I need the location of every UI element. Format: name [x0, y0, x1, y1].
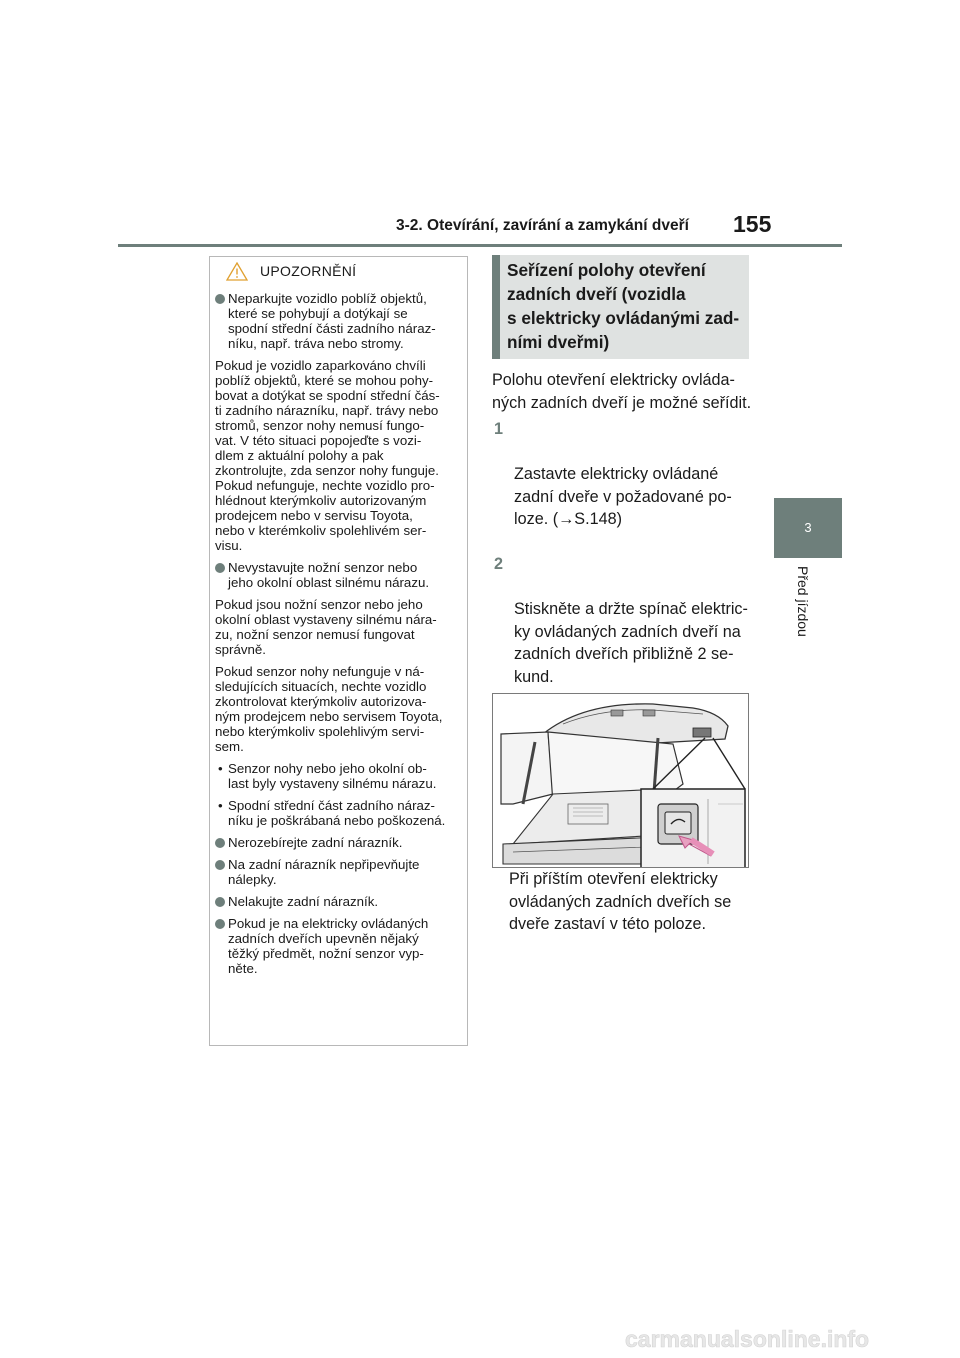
section-title: Seřízení polohy otevření zadních dveří (vozidla s elektricky ovládanými zad- ními dveřmi): [507, 260, 740, 352]
step-item: [492, 553, 754, 711]
warning-subitem-text: Spodní střední část zadního náraz- níku je poškrábaná nebo poškozená.: [228, 798, 446, 828]
warning-item: [215, 857, 460, 887]
svg-text:carmanualsonline.info: carmanualsonline.info: [625, 1326, 870, 1352]
step-number: 2: [494, 555, 504, 573]
header-divider: [118, 244, 842, 247]
note-text: Při příštím otevření elektricky ovládaných zadních dveřích se dveře zastaví v této poloze.: [509, 870, 732, 933]
warning-item-text: Pokud je na elektricky ovládaných zadních dveřích upevněn nějaký těžký předmět, nožní senzor vyp- něte.: [228, 916, 429, 976]
bullet-dot-icon: [215, 919, 225, 929]
bullet-mark: •: [218, 761, 223, 776]
page-number: 155: [733, 211, 772, 237]
intro-paragraph: Polohu otevření elektricky ovláda- ných zadních dveří je možné seřídit.: [492, 371, 752, 412]
warning-paragraph: Pokud je vozidlo zaparkováno chvíli poblíž objektů, které se mohou pohy- bovat a dotýkat se spodní střední čás- ti zadního nárazníku, např. trávy nebo stromů, senzor nohy nemusí fungo- vat. V této situaci popojeďte s vozi- dlem z aktuální polohy a pak zkontrolujte, zda senzor nohy funguje. Pokud nefunguje, nechte vozidlo pro- hlédnout kterýmkoliv autorizovaným prodejcem nebo v servisu Toyota, nebo v kterémkoliv spolehlivém ser- visu.: [215, 358, 440, 553]
warning-item: [215, 291, 460, 351]
warning-title: UPOZORNĚNÍ: [260, 263, 357, 279]
warning-subitem: [215, 761, 460, 791]
bullet-dot-icon: [215, 838, 225, 848]
warning-item-text: Neparkujte vozidlo poblíž objektů, které se pohybují a dotýkají se spodní střední části zadního náraz- níku, např. tráva nebo stromy.: [228, 291, 436, 351]
main-content: [492, 369, 754, 958]
section-accent-bar: [492, 255, 500, 359]
warning-header: [210, 257, 467, 286]
warning-body: [215, 291, 460, 983]
bullet-dot-icon: [215, 563, 225, 573]
warning-item-text: Nerozebírejte zadní nárazník.: [228, 835, 403, 850]
section-header: 3-2. Otevírání, zavírání a zamykání dveří: [396, 217, 689, 234]
step-number: 1: [494, 420, 504, 438]
warning-triangle-icon: [226, 262, 248, 281]
bullet-dot-icon: [215, 860, 225, 870]
warning-subitem: [215, 798, 460, 828]
chapter-label: Před jízdou: [795, 566, 811, 637]
warning-paragraph: Pokud jsou nožní senzor nebo jeho okolní oblast vystaveny silnému nára- zu, nožní senzor nemusí fungovat správně.: [215, 597, 437, 657]
watermark-logo: [623, 1326, 954, 1354]
warning-item-text: Nelakujte zadní nárazník.: [228, 894, 379, 909]
step-text: Zastavte elektricky ovládané zadní dveře v požadované po- loze. (→S.148): [514, 465, 732, 528]
warning-item: [215, 835, 460, 850]
warning-paragraph: Pokud senzor nohy nefunguje v ná- sledujících situacích, nechte vozidlo zkontrolovat kterýmkoliv autorizova- ným prodejcem nebo servisem Toyota, nebo kterýmkoliv spolehlivým servi- sem.: [215, 664, 443, 754]
tailgate-open-illustration-icon: [493, 694, 749, 868]
section-heading-box: [492, 255, 749, 359]
chapter-tab: 3: [774, 498, 842, 558]
bullet-dot-icon: [215, 294, 225, 304]
bullet-dot-icon: [215, 897, 225, 907]
step-item: [492, 418, 754, 553]
warning-subitem-text: Senzor nohy nebo jeho okolní ob- last byly vystaveny silnému nárazu.: [228, 761, 437, 791]
warning-item: [215, 560, 460, 590]
warning-item: [215, 916, 460, 976]
warning-item-text: Nevystavujte nožní senzor nebo jeho okolní oblast silnému nárazu.: [228, 560, 430, 590]
bullet-mark: •: [218, 798, 223, 813]
warning-box: [209, 256, 468, 1046]
warning-item-text: Na zadní nárazník nepřipevňujte nálepky.: [228, 857, 420, 887]
warning-item: [215, 894, 460, 909]
tailgate-switch-illustration: [492, 693, 749, 868]
step-text: Stiskněte a držte spínač elektric- ky ovládaných zadních dveří na zadních dveřích přibližně 2 se- kund.: [514, 600, 748, 686]
